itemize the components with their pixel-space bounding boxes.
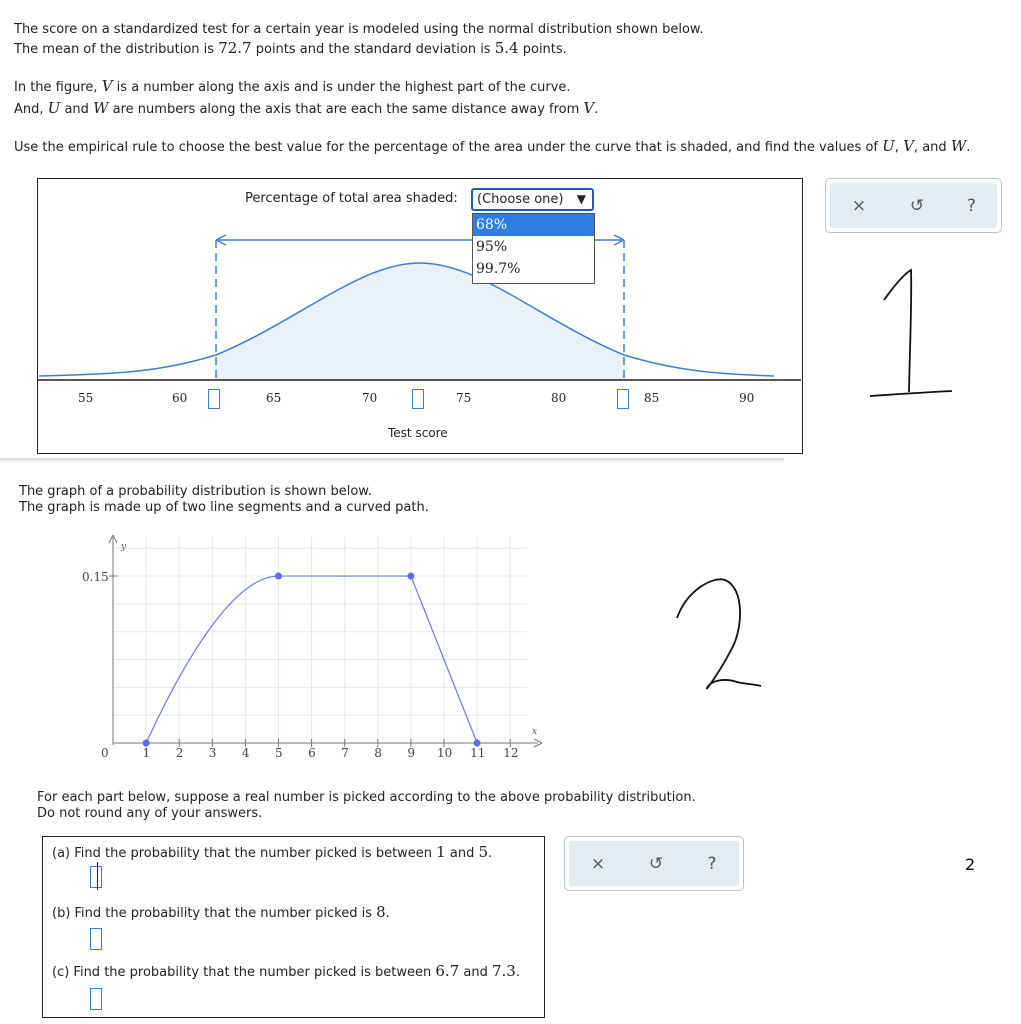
answer-c-input[interactable] [90, 988, 102, 1010]
handwritten-number-two [665, 570, 976, 874]
pct-label: Percentage of total area shaded: [245, 191, 458, 206]
p1-line3-b: is a number along the axis and is under the highest part of the curve. [116, 80, 571, 95]
help-button[interactable] [946, 183, 997, 228]
p1-line4-b: are numbers along the axis that are each the same distance away from [112, 102, 580, 117]
undo-icon-2: ↺ [648, 853, 664, 874]
p1-line4-and: and [64, 102, 89, 117]
close-icon: × [851, 195, 867, 216]
undo-button[interactable] [888, 183, 946, 228]
text-cursor [97, 862, 98, 890]
p1-line1-text: The score on a standardized test for a certain year is modeled using the normal distribution shown below. [14, 22, 704, 37]
x-tick-5: 5 [275, 746, 283, 760]
p1-line5-a: Use the empirical rule to choose the best value for the percentage of the area under the curve that is shaded, and find the values of [14, 140, 878, 155]
x-tick-8: 8 [374, 746, 382, 760]
p1-and-word: and [922, 140, 947, 155]
probability-graph [60, 525, 560, 770]
x-tick-9: 9 [407, 746, 416, 760]
p1-sd-value: 5.4 [494, 39, 519, 57]
question-c [52, 963, 520, 981]
handwritten-number-one [860, 260, 970, 410]
axis-title: Test score [388, 426, 448, 440]
dropdown-arrow-icon: ▼ [576, 192, 586, 206]
p1-comma1: , [894, 140, 899, 155]
qa-n1: 1 [436, 843, 446, 861]
p1-line2-pre: The mean of the distribution is [14, 42, 215, 57]
answer-a-input[interactable] [90, 866, 102, 888]
answer-b-input[interactable] [90, 928, 102, 950]
qa-and: and [449, 846, 475, 861]
p2-intro1: The graph of a probability distribution is shown below. [19, 484, 372, 499]
option-68[interactable]: 68% [473, 214, 594, 236]
x-tick-1: 1 [142, 746, 151, 760]
qa-text: (a) Find the probability that the number picked is between [52, 846, 433, 861]
p1-var-v2: V [583, 99, 595, 117]
axis-tick-75: 75 [456, 391, 472, 405]
answer-panel [42, 836, 545, 1018]
qb-text: (b) Find the probability that the number picked is [52, 906, 372, 921]
y-axis-label: y [121, 542, 127, 552]
axis-tick-60: 60 [172, 391, 188, 405]
option-99-7[interactable]: 99.7% [476, 261, 521, 277]
p1-line4-period: . [594, 102, 599, 117]
qc-text: (c) Find the probability that the number picked is between [52, 965, 432, 980]
qc-n1: 6.7 [435, 962, 460, 980]
qb-n: 8 [376, 903, 386, 921]
x-ticks [143, 739, 519, 760]
clear-button-2[interactable] [569, 841, 627, 886]
clear-button[interactable] [830, 183, 888, 228]
x-tick-4: 4 [241, 746, 250, 760]
x-tick-10: 10 [437, 746, 453, 760]
w-answer-box[interactable] [617, 389, 629, 409]
x-tick-2: 2 [175, 746, 184, 760]
p1-line2-post: points. [522, 42, 567, 57]
x-axis-label: x [532, 727, 538, 737]
v-answer-box[interactable] [412, 389, 424, 409]
annotation-2-text: 2 [965, 855, 976, 874]
p1-line3-a: In the figure, [14, 80, 98, 95]
undo-button-2[interactable] [627, 841, 685, 886]
y-tick-015: 0.15 [82, 570, 109, 584]
qb-dot: . [385, 906, 390, 921]
close-icon-2: × [590, 853, 606, 874]
question-b [52, 904, 390, 922]
qa-n2: 5 [478, 843, 489, 861]
x-tick-6: 6 [308, 746, 316, 760]
density-point-4 [474, 740, 481, 747]
section-divider [0, 458, 784, 463]
p1-line5-period: . [966, 140, 971, 155]
axis-tick-80: 80 [551, 391, 567, 405]
origin-label: 0 [101, 746, 109, 760]
select-value: (Choose one) [477, 192, 564, 207]
percentage-select[interactable] [471, 188, 594, 211]
axis-tick-85: 85 [644, 391, 660, 405]
p2-instr2: Do not round any of your answers. [37, 806, 263, 821]
x-tick-3: 3 [208, 746, 217, 760]
axis-tick-55: 55 [78, 391, 94, 405]
u-answer-box[interactable] [208, 389, 220, 409]
p1-mean-value: 72.7 [218, 39, 252, 57]
x-tick-11: 11 [470, 746, 486, 760]
qc-n2: 7.3 [491, 962, 516, 980]
select-options-list [472, 213, 595, 284]
p2-intro2: The graph is made up of two line segments and a curved path. [19, 500, 429, 515]
axis-tick-90: 90 [739, 391, 755, 405]
toolbar-1 [825, 178, 1002, 233]
qa-dot: . [488, 846, 493, 861]
p1-comma2: , [913, 140, 919, 155]
p1-var-v3: V [903, 137, 914, 155]
density-point-2 [275, 573, 282, 580]
help-button-2[interactable] [685, 841, 739, 886]
help-icon-2: ? [707, 853, 717, 874]
qc-and: and [463, 965, 488, 980]
p1-var-w2: W [950, 137, 967, 155]
x-tick-12: 12 [503, 746, 519, 760]
p2-instr1: For each part below, suppose a real number is picked according to the above probability distribution. [37, 790, 696, 805]
axis-tick-70: 70 [362, 391, 378, 405]
x-tick-7: 7 [341, 746, 349, 760]
axis-tick-65: 65 [266, 391, 282, 405]
qc-dot: . [515, 965, 520, 980]
p1-line2-mid: points and the standard deviation is [255, 42, 491, 57]
help-icon: ? [966, 195, 977, 216]
p1-line4-a: And, [14, 102, 44, 117]
undo-icon: ↺ [909, 195, 925, 216]
density-point-1 [143, 740, 150, 747]
question-a [52, 844, 492, 862]
p1-var-u: U [47, 99, 61, 117]
option-95[interactable]: 95% [476, 239, 508, 255]
p1-var-v: V [101, 77, 113, 95]
p1-var-u2: U [882, 137, 895, 155]
toolbar-2 [564, 836, 744, 891]
density-point-3 [407, 573, 414, 580]
p1-var-w: W [93, 99, 109, 117]
